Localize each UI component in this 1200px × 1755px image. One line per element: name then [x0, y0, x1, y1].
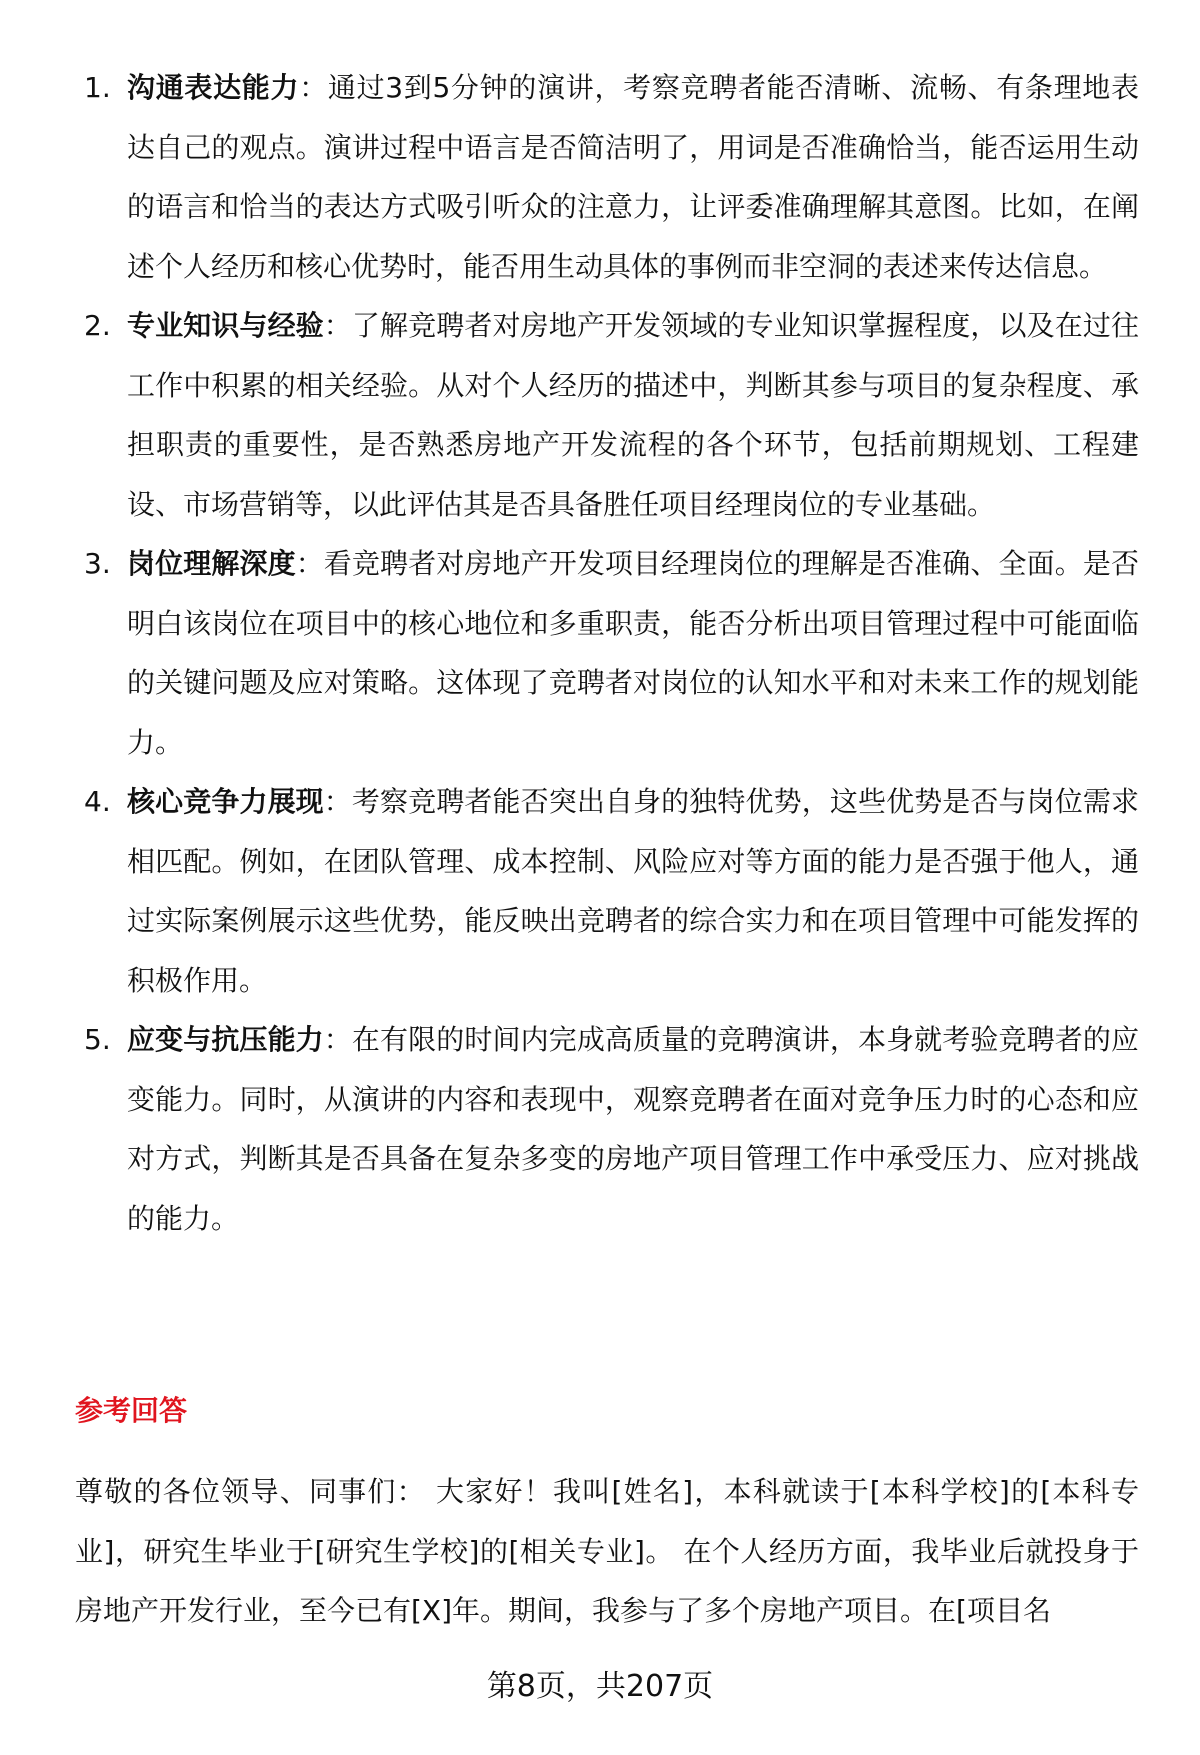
- criteria-text: ：考察竞聘者能否突出自身的独特优势，这些优势是否与岗位需求相匹配。例如，在团队管理、成本控制、风险应对等方面的能力是否强于他人，通过实际案例展示这些优势，能反映出竞聘者的综合实力和在项目管理中可能发挥的积极作用。: [127, 785, 1139, 997]
- criteria-term: 沟通表达能力: [127, 71, 300, 104]
- criteria-term: 岗位理解深度: [127, 547, 296, 580]
- criteria-text: ：在有限的时间内完成高质量的竞聘演讲，本身就考验竞聘者的应变能力。同时，从演讲的内容和表现中，观察竞聘者在面对竞争压力时的心态和应对方式，判断其是否具备在复杂多变的房地产项目管理工作中承受压力、应对挑战的能力。: [127, 1023, 1139, 1235]
- criteria-item: [0, 1010, 1139, 1248]
- reference-answer-text: 尊敬的各位领导、同事们： 大家好！我叫[姓名]，本科就读于[本科学校]的[本科专业]，研究生毕业于[研究生学校]的[相关专业]。 在个人经历方面，我毕业后就投身于房地产开发行业，至今已有[X]年。期间，我参与了多个房地产项目。在[项目名: [75, 1475, 1139, 1627]
- criteria-term: 应变与抗压能力: [127, 1023, 324, 1056]
- item-number: 1.: [84, 71, 111, 104]
- criteria-text: ：了解竞聘者对房地产开发领域的专业知识掌握程度，以及在过往工作中积累的相关经验。从对个人经历的描述中，判断其参与项目的复杂程度、承担职责的重要性，是否熟悉房地产开发流程的各个环节，包括前期规划、工程建设、市场营销等，以此评估其是否具备胜任项目经理岗位的专业基础。: [127, 309, 1139, 521]
- criteria-term: 专业知识与经验: [127, 309, 324, 342]
- item-number: 3.: [84, 547, 111, 580]
- criteria-text: ：看竞聘者对房地产开发项目经理岗位的理解是否准确、全面。是否明白该岗位在项目中的核心地位和多重职责，能否分析出项目管理过程中可能面临的关键问题及应对策略。这体现了竞聘者对岗位的认知水平和对未来工作的规划能力。: [127, 547, 1139, 759]
- criteria-item: [0, 296, 1139, 534]
- page-number: 第8页，共207页: [486, 1669, 714, 1704]
- item-number: 2.: [84, 309, 111, 342]
- criteria-term: 核心竞争力展现: [127, 785, 324, 818]
- item-number: 4.: [84, 785, 111, 818]
- item-number: 5.: [84, 1023, 111, 1056]
- criteria-item: [0, 534, 1139, 772]
- criteria-item: [0, 772, 1139, 1010]
- evaluation-criteria-list: [0, 58, 1200, 1248]
- criteria-text: ：通过3到5分钟的演讲，考察竞聘者能否清晰、流畅、有条理地表达自己的观点。演讲过程中语言是否简洁明了，用词是否准确恰当，能否运用生动的语言和恰当的表达方式吸引听众的注意力，让评委准确理解其意图。比如，在阐述个人经历和核心优势时，能否用生动具体的事例而非空洞的表述来传达信息。: [127, 71, 1139, 283]
- reference-answer-heading: 参考回答: [75, 1394, 188, 1427]
- criteria-item: [0, 58, 1139, 296]
